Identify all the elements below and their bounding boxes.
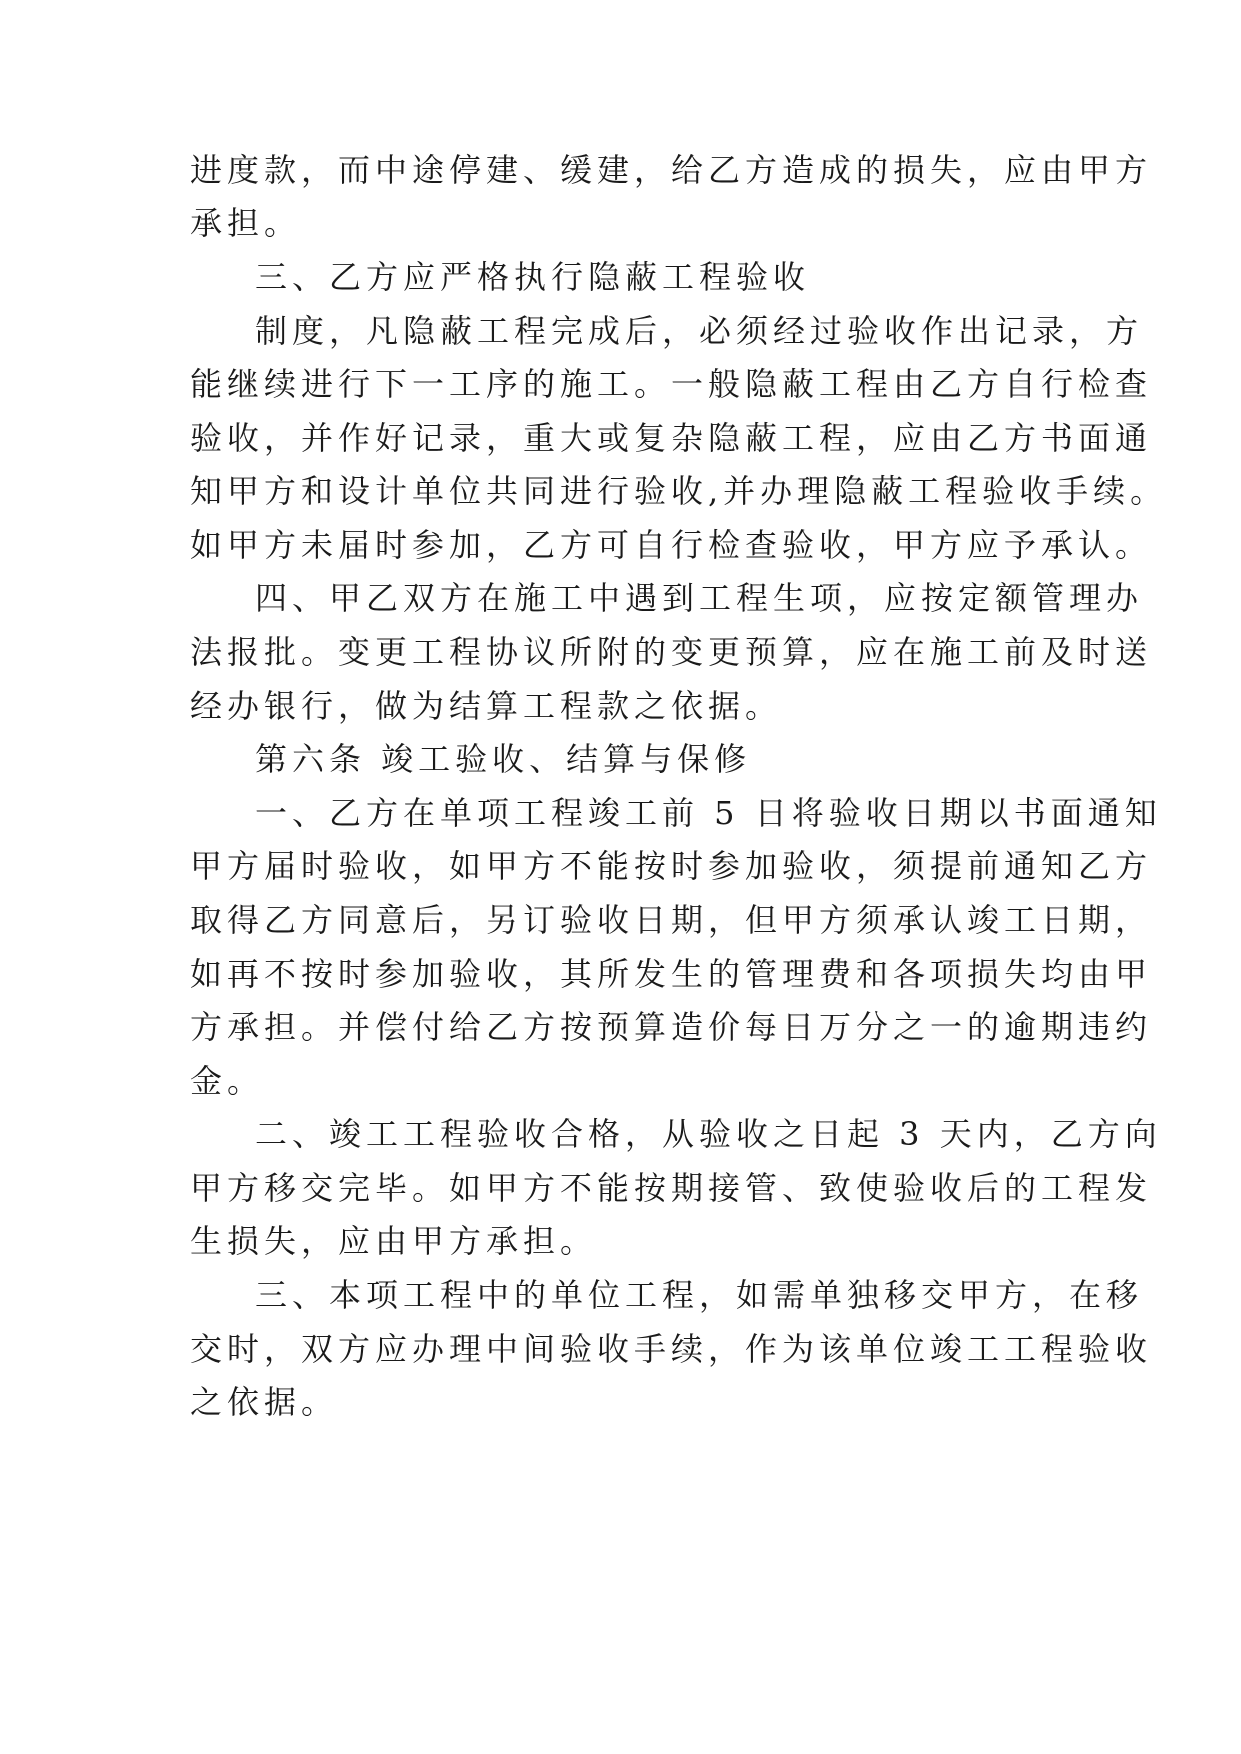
text-line: 如再不按时参加验收，其所发生的管理费和各项损失均由甲 bbox=[190, 955, 1153, 993]
text-line: 二、竣工工程验收合格，从验收之日起 3 天内，乙方向 bbox=[255, 1115, 1162, 1153]
text-line: 经办银行，做为结算工程款之依据。 bbox=[190, 687, 783, 725]
text-line: 制度，凡隐蔽工程完成后，必须经过验收作出记录，方 bbox=[255, 312, 1144, 350]
text-line: 方承担。并偿付给乙方按预算造价每日万分之一的逾期违约 bbox=[190, 1008, 1153, 1046]
clause-heading: 三、乙方应严格执行隐蔽工程验收 bbox=[255, 258, 811, 296]
text-line: 生损失，应由甲方承担。 bbox=[190, 1222, 598, 1260]
text-line: 四、甲乙双方在施工中遇到工程生项，应按定额管理办 bbox=[255, 579, 1144, 617]
text-line: 交时，双方应办理中间验收手续，作为该单位竣工工程验收 bbox=[190, 1330, 1153, 1368]
text-line: 承担。 bbox=[190, 204, 302, 242]
text-line: 甲方届时验收，如甲方不能按时参加验收，须提前通知乙方 bbox=[190, 847, 1153, 885]
text-line: 甲方移交完毕。如甲方不能按期接管、致使验收后的工程发 bbox=[190, 1169, 1153, 1207]
text-line: 知甲方和设计单位共同进行验收,并办理隐蔽工程验收手续。 bbox=[190, 472, 1168, 510]
text-line: 一、乙方在单项工程竣工前 5 日将验收日期以书面通知 bbox=[255, 794, 1162, 832]
text-line: 验收，并作好记录，重大或复杂隐蔽工程，应由乙方书面通 bbox=[190, 419, 1153, 457]
text-line: 法报批。变更工程协议所附的变更预算，应在施工前及时送 bbox=[190, 633, 1153, 671]
text-line: 如甲方未届时参加，乙方可自行检查验收，甲方应予承认。 bbox=[190, 526, 1153, 564]
text-line: 之依据。 bbox=[190, 1383, 339, 1421]
text-line: 进度款，而中途停建、缓建，给乙方造成的损失，应由甲方 bbox=[190, 151, 1153, 189]
text-line: 金。 bbox=[190, 1062, 265, 1100]
article-heading: 第六条 竣工验收、结算与保修 bbox=[255, 740, 752, 778]
text-line: 三、本项工程中的单位工程，如需单独移交甲方，在移 bbox=[255, 1276, 1144, 1314]
text-line: 取得乙方同意后，另订验收日期，但甲方须承认竣工日期， bbox=[190, 901, 1153, 939]
text-line: 能继续进行下一工序的施工。一般隐蔽工程由乙方自行检查 bbox=[190, 365, 1153, 403]
